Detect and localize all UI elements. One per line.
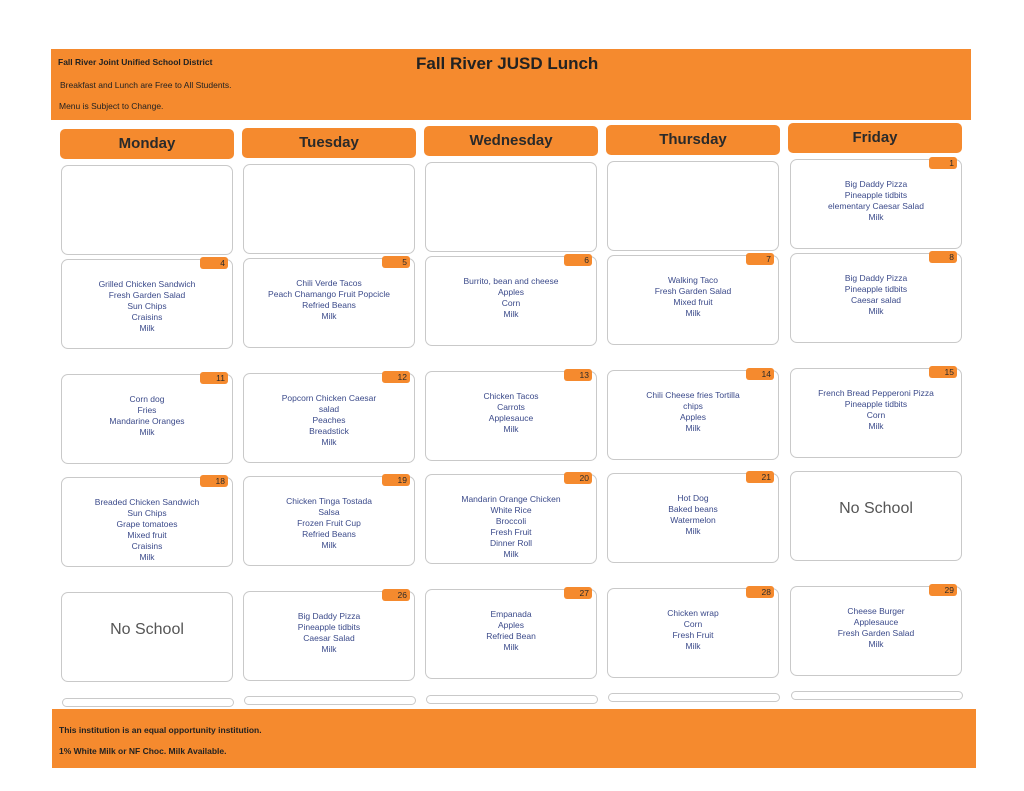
menu-item: Pineapple tidbits xyxy=(844,284,908,294)
menu-item: Pineapple tidbits xyxy=(297,621,361,632)
menu-item: Pineapple tidbits xyxy=(844,190,908,200)
day-cell-tuesday xyxy=(243,476,415,566)
menu-item: Caesar salad xyxy=(850,295,902,305)
menu-items xyxy=(68,497,226,563)
menu-item: Fresh Garden Salad xyxy=(654,285,732,296)
date-badge: 14 xyxy=(746,368,774,380)
menu-item: Mixed fruit xyxy=(127,530,167,540)
date-badge: 13 xyxy=(564,369,592,381)
menu-item: Caesar Salad xyxy=(303,632,355,643)
day-cell-thursday xyxy=(607,161,779,251)
menu-item: Empanada xyxy=(490,609,532,619)
date-badge: 4 xyxy=(200,257,228,269)
date-badge: 6 xyxy=(564,254,592,266)
menu-items xyxy=(432,494,590,560)
menu-item: Big Daddy Pizza xyxy=(844,273,908,283)
day-cell-monday xyxy=(61,259,233,349)
menu-item: Sun Chips xyxy=(127,301,167,311)
day-header-monday: Monday xyxy=(60,129,234,159)
menu-item: Refried Beans xyxy=(302,528,356,539)
day-cell-friday xyxy=(790,586,962,676)
menu-item: Milk xyxy=(321,539,337,550)
menu-item: Baked beans xyxy=(668,503,718,514)
menu-items xyxy=(797,179,955,223)
date-badge: 18 xyxy=(200,475,228,487)
menu-item: Big Daddy Pizza xyxy=(844,179,908,189)
day-cell-monday xyxy=(61,165,233,255)
menu-item: Breadstick xyxy=(309,425,349,436)
menu-item: White Rice xyxy=(490,505,532,515)
menu-item: Fresh Fruit xyxy=(490,527,532,537)
menu-item: Pineapple tidbits xyxy=(844,399,908,409)
day-header-wednesday: Wednesday xyxy=(424,126,598,156)
menu-item: Applesauce xyxy=(488,413,534,423)
menu-item: Popcorn Chicken Caesar xyxy=(281,392,377,403)
day-cell-thursday xyxy=(607,370,779,460)
equal-opportunity-statement: This institution is an equal opportunity institution. xyxy=(59,725,262,735)
date-badge: 19 xyxy=(382,474,410,486)
date-badge: 27 xyxy=(564,587,592,599)
day-cell-friday xyxy=(790,159,962,249)
header-banner xyxy=(51,49,971,120)
calendar-row-stub xyxy=(62,698,234,707)
menu-item: Cheese Burger xyxy=(847,606,905,616)
day-cell-thursday xyxy=(607,588,779,678)
menu-item: Craisins xyxy=(131,312,163,322)
menu-item: Mandarin Orange Chicken xyxy=(461,494,561,504)
calendar-row-stub xyxy=(791,691,963,700)
date-badge: 1 xyxy=(929,157,957,169)
date-badge: 11 xyxy=(200,372,228,384)
day-cell-monday xyxy=(61,374,233,464)
menu-item: Applesauce xyxy=(853,617,899,627)
menu-item: Milk xyxy=(503,309,519,319)
menu-item: Milk xyxy=(868,306,884,316)
menu-item: Milk xyxy=(685,307,701,318)
date-badge: 7 xyxy=(746,253,774,265)
menu-item: Milk xyxy=(321,436,337,447)
menu-item: Fresh Garden Salad xyxy=(837,628,915,638)
menu-item: Fries xyxy=(137,405,157,415)
menu-item: Watermelon xyxy=(670,514,716,525)
day-cell-wednesday xyxy=(425,474,597,564)
menu-item: Chili Verde Tacos xyxy=(296,277,362,288)
date-badge: 5 xyxy=(382,256,410,268)
menu-item: Grape tomatoes xyxy=(116,519,178,529)
menu-items xyxy=(614,493,772,537)
date-badge: 20 xyxy=(564,472,592,484)
menu-items xyxy=(250,611,408,655)
menu-items xyxy=(432,276,590,320)
day-cell-wednesday xyxy=(425,256,597,346)
menu-item: Chili Cheese fries Tortilla xyxy=(646,389,740,400)
menu-items xyxy=(797,273,955,317)
menu-item: Chicken Tinga Tostada xyxy=(286,495,372,506)
menu-item: Milk xyxy=(139,427,155,437)
menu-items xyxy=(68,394,226,438)
menu-items xyxy=(432,391,590,435)
menu-item: Apples xyxy=(498,620,524,630)
date-badge: 28 xyxy=(746,586,774,598)
menu-item: Corn xyxy=(866,410,886,420)
day-cell-tuesday xyxy=(243,258,415,348)
footer-banner xyxy=(52,709,976,768)
menu-item: Milk xyxy=(321,310,337,321)
menu-item: Mandarine Oranges xyxy=(109,416,185,426)
menu-title: Fall River JUSD Lunch xyxy=(416,54,599,73)
menu-item: Fresh Garden Salad xyxy=(108,290,186,300)
menu-item: Milk xyxy=(321,643,337,654)
date-badge: 29 xyxy=(929,584,957,596)
menu-item: Corn dog xyxy=(129,394,165,404)
menu-items xyxy=(250,278,408,322)
day-cell-tuesday xyxy=(243,591,415,681)
day-cell-wednesday xyxy=(425,589,597,679)
menu-item: Chicken wrap xyxy=(667,607,719,618)
free-meals-note: Breakfast and Lunch are Free to All Students. xyxy=(60,80,232,90)
menu-item: Big Daddy Pizza xyxy=(297,610,361,621)
menu-items xyxy=(250,393,408,448)
menu-items xyxy=(614,608,772,652)
menu-item: Milk xyxy=(685,525,701,536)
menu-item: elementary Caesar Salad xyxy=(828,201,924,211)
menu-item: Apples xyxy=(680,411,706,422)
menu-item: Apples xyxy=(498,287,524,297)
date-badge: 12 xyxy=(382,371,410,383)
menu-item: Corn xyxy=(501,298,521,308)
menu-item: Walking Taco xyxy=(667,274,719,285)
menu-item: Breaded Chicken Sandwich xyxy=(94,497,200,507)
menu-item: French Bread Pepperoni Pizza xyxy=(818,388,934,398)
no-school-note: No School xyxy=(110,621,184,638)
menu-item: salad xyxy=(318,403,340,414)
menu-items xyxy=(250,496,408,551)
menu-item: Mixed fruit xyxy=(673,296,713,307)
menu-items xyxy=(797,606,955,650)
menu-item: Refried Bean xyxy=(486,631,536,641)
day-cell-friday xyxy=(790,471,962,561)
day-cell-thursday xyxy=(607,473,779,563)
date-badge: 26 xyxy=(382,589,410,601)
menu-item: Burrito, bean and cheese xyxy=(463,276,559,286)
menu-item: Carrots xyxy=(497,402,525,412)
menu-item: Corn xyxy=(683,618,703,629)
calendar-row-stub xyxy=(608,693,780,702)
menu-item: Milk xyxy=(868,212,884,222)
day-header-tuesday: Tuesday xyxy=(242,128,416,158)
day-cell-tuesday xyxy=(243,373,415,463)
menu-item: Milk xyxy=(685,422,701,433)
day-header-thursday: Thursday xyxy=(606,125,780,155)
menu-items xyxy=(797,388,955,432)
menu-item: Salsa xyxy=(318,506,340,517)
date-badge: 21 xyxy=(746,471,774,483)
menu-item: Milk xyxy=(503,549,519,559)
menu-item: Milk xyxy=(868,421,884,431)
day-cell-wednesday xyxy=(425,162,597,252)
calendar-row-stub xyxy=(244,696,416,705)
menu-item: Refried Beans xyxy=(302,299,356,310)
day-cell-friday xyxy=(790,253,962,343)
menu-item: Broccoli xyxy=(495,516,527,526)
menu-item: Peaches xyxy=(312,414,346,425)
district-name: Fall River Joint Unified School District xyxy=(58,57,213,67)
change-note: Menu is Subject to Change. xyxy=(59,101,164,111)
menu-item: chips xyxy=(683,400,703,411)
calendar-row-stub xyxy=(426,695,598,704)
menu-item: Hot Dog xyxy=(677,492,709,503)
menu-item: Dinner Roll xyxy=(489,538,533,548)
day-header-friday: Friday xyxy=(788,123,962,153)
day-cell-monday xyxy=(61,477,233,567)
menu-items xyxy=(614,390,772,434)
milk-availability-note: 1% White Milk or NF Choc. Milk Available. xyxy=(59,746,227,756)
menu-item: Peach Chamango Fruit Popcicle xyxy=(268,288,390,299)
date-badge: 8 xyxy=(929,251,957,263)
menu-item: Milk xyxy=(503,424,519,434)
menu-item: Milk xyxy=(503,642,519,652)
menu-items xyxy=(68,279,226,334)
menu-item: Grilled Chicken Sandwich xyxy=(98,279,196,289)
date-badge: 15 xyxy=(929,366,957,378)
day-cell-thursday xyxy=(607,255,779,345)
menu-item: Frozen Fruit Cup xyxy=(297,517,361,528)
menu-item: Sun Chips xyxy=(127,508,167,518)
menu-items xyxy=(432,609,590,653)
day-cell-friday xyxy=(790,368,962,458)
menu-items xyxy=(614,275,772,319)
no-school-note: No School xyxy=(839,500,913,517)
menu-item: Fresh Fruit xyxy=(672,629,714,640)
menu-item: Chicken Tacos xyxy=(483,391,539,401)
menu-item: Milk xyxy=(685,640,701,651)
menu-item: Craisins xyxy=(131,541,163,551)
day-cell-wednesday xyxy=(425,371,597,461)
day-cell-monday xyxy=(61,592,233,682)
menu-item: Milk xyxy=(139,552,155,562)
day-cell-tuesday xyxy=(243,164,415,254)
menu-item: Milk xyxy=(868,639,884,649)
menu-item: Milk xyxy=(139,323,155,333)
